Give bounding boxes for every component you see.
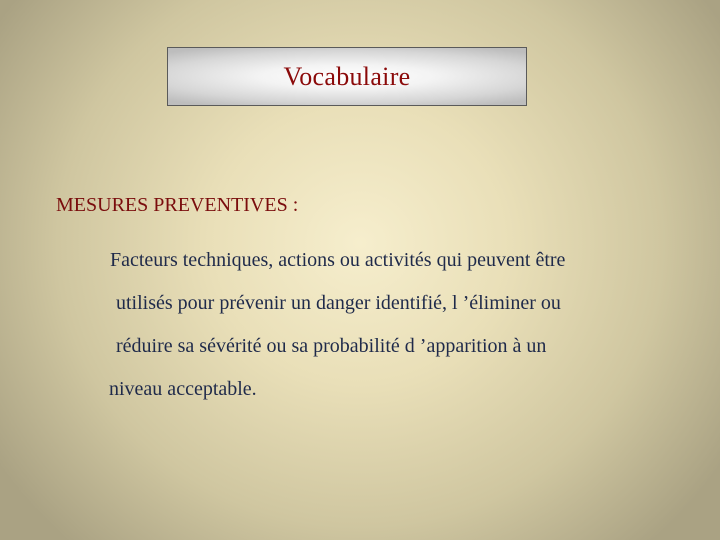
definition-line-3: réduire sa sévérité ou sa probabilité d ’apparition à un [116,335,547,357]
definition-line-2: utilisés pour prévenir un danger identifié, l ’éliminer ou [116,292,561,314]
slide-title: Vocabulaire [283,61,411,91]
definition-line-4: niveau acceptable. [109,378,257,400]
title-box [167,47,527,106]
section-heading: MESURES PREVENTIVES : [56,194,299,216]
definition-line-1: Facteurs techniques, actions ou activités qui peuvent être [110,249,566,271]
